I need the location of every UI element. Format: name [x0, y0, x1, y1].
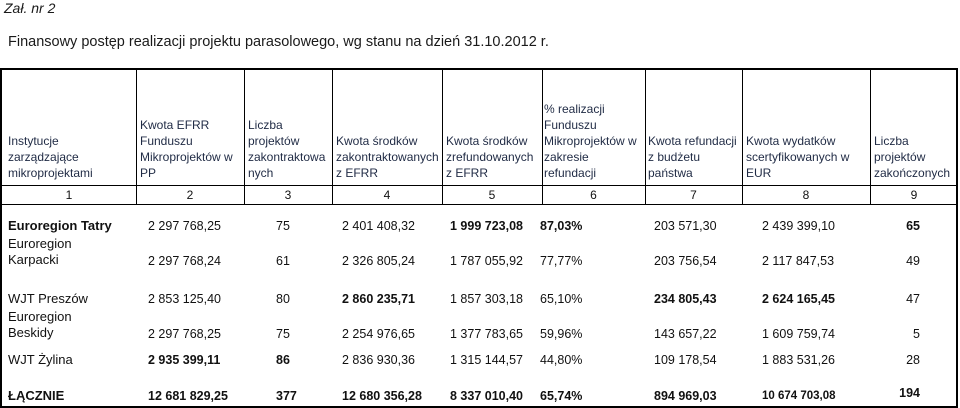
row-value-c2: 12 681 829,25 — [148, 389, 228, 403]
row-value-c8: 2 439 399,10 — [762, 219, 835, 233]
row-value-c8: 2 624 165,45 — [762, 292, 835, 306]
row-value-c9: 47 — [906, 292, 920, 306]
column-number: 4 — [383, 188, 391, 202]
row-value-c2: 2 297 768,25 — [148, 219, 221, 233]
row-value-c8: 10 674 703,08 — [762, 390, 836, 402]
row-value-c3: 377 — [276, 389, 297, 403]
row-value-c6: 65,10% — [540, 292, 583, 306]
row-value-c3: 75 — [276, 219, 290, 233]
column-number: 2 — [186, 188, 194, 202]
row-value-c4: 2 860 235,71 — [342, 292, 415, 306]
header-refunded-funds: Kwota środków zrefundowanych z EFRR — [446, 134, 534, 180]
row-value-c3: 75 — [276, 327, 290, 341]
header-certified-eur: Kwota wydatków scertyfikowanych w EUR — [746, 134, 850, 180]
row-value-c3: 86 — [276, 353, 290, 367]
document-title: Finansowy postęp realizacji projektu parasolowego, wg stanu na dzień 31.10.2012 r. — [8, 34, 549, 50]
row-value-c7: 234 805,43 — [654, 292, 717, 306]
row-value-c6: 87,03% — [540, 219, 583, 233]
row-value-c6: 59,96% — [540, 327, 583, 341]
row-value-c5: 1 315 144,57 — [450, 353, 523, 367]
row-value-c8: 1 883 531,26 — [762, 353, 835, 367]
column-number: 1 — [65, 188, 73, 202]
row-value-c9: 5 — [913, 327, 920, 341]
header-contracted-count: Liczba projektów zakontraktowa nych — [248, 118, 326, 180]
row-value-c9: 49 — [906, 254, 920, 268]
attachment-label: Zał. nr 2 — [4, 0, 56, 16]
row-value-c2: 2 297 768,25 — [148, 327, 221, 341]
row-value-c2: 2 935 399,11 — [148, 353, 221, 367]
row-institution-name: WJT Żylina — [8, 352, 73, 367]
row-value-c5: 1 787 055,92 — [450, 254, 523, 268]
row-value-c2: 2 297 768,24 — [148, 254, 221, 268]
row-value-c5: 1 999 723,08 — [450, 219, 523, 233]
row-institution-name: Euroregion Beskidy — [8, 309, 72, 340]
column-number: 6 — [590, 188, 597, 202]
header-efrr-amount: Kwota EFRR Funduszu Mikroprojektów w PP — [140, 118, 233, 180]
row-institution-name: Euroregion Karpacki — [8, 236, 72, 267]
row-institution-name: ŁĄCZNIE — [8, 388, 65, 403]
column-number: 8 — [802, 188, 810, 202]
row-value-c4: 2 836 930,36 — [342, 353, 415, 367]
progress-table — [0, 68, 958, 408]
row-value-c9: 194 — [899, 386, 920, 400]
header-completed-count: Liczba projektów zakończonych — [874, 134, 951, 180]
row-value-c6: 77,77% — [540, 254, 583, 268]
column-number: 3 — [284, 188, 292, 202]
header-contracted-funds: Kwota środków zakontraktowanych z EFRR — [336, 134, 439, 180]
row-value-c6: 44,80% — [540, 353, 583, 367]
row-institution-name: WJT Preszów — [8, 291, 88, 306]
column-number: 7 — [690, 188, 697, 202]
row-value-c7: 143 657,22 — [654, 327, 717, 341]
row-value-c7: 203 571,30 — [654, 219, 717, 233]
row-value-c7: 109 178,54 — [654, 353, 717, 367]
header-institutions: Instytucje zarządzające mikroprojektami — [8, 134, 93, 180]
row-value-c6: 65,74% — [540, 389, 583, 403]
row-value-c4: 2 254 976,65 — [342, 327, 415, 341]
header-state-refund: Kwota refundacji z budżetu państwa — [648, 134, 737, 180]
row-value-c5: 1 377 783,65 — [450, 327, 523, 341]
row-value-c2: 2 853 125,40 — [148, 292, 221, 306]
row-value-c3: 80 — [276, 292, 290, 306]
row-value-c5: 8 337 010,40 — [450, 389, 523, 403]
row-value-c4: 2 326 805,24 — [342, 254, 415, 268]
row-value-c8: 2 117 847,53 — [762, 254, 835, 268]
row-value-c4: 2 401 408,32 — [342, 219, 415, 233]
row-institution-name: Euroregion Tatry — [8, 218, 112, 233]
row-value-c5: 1 857 303,18 — [450, 292, 523, 306]
column-number: 9 — [910, 188, 918, 202]
row-value-c3: 61 — [276, 254, 290, 268]
row-value-c8: 1 609 759,74 — [762, 327, 835, 341]
row-value-c9: 65 — [906, 219, 920, 233]
column-number: 5 — [488, 188, 496, 202]
header-realization-percent: % realizacji Funduszu Mikroprojektów w zakresie refundacji — [544, 102, 637, 180]
row-value-c7: 203 756,54 — [654, 254, 717, 268]
row-value-c4: 12 680 356,28 — [342, 389, 422, 403]
row-value-c9: 28 — [906, 353, 920, 367]
row-value-c7: 894 969,03 — [654, 389, 717, 403]
